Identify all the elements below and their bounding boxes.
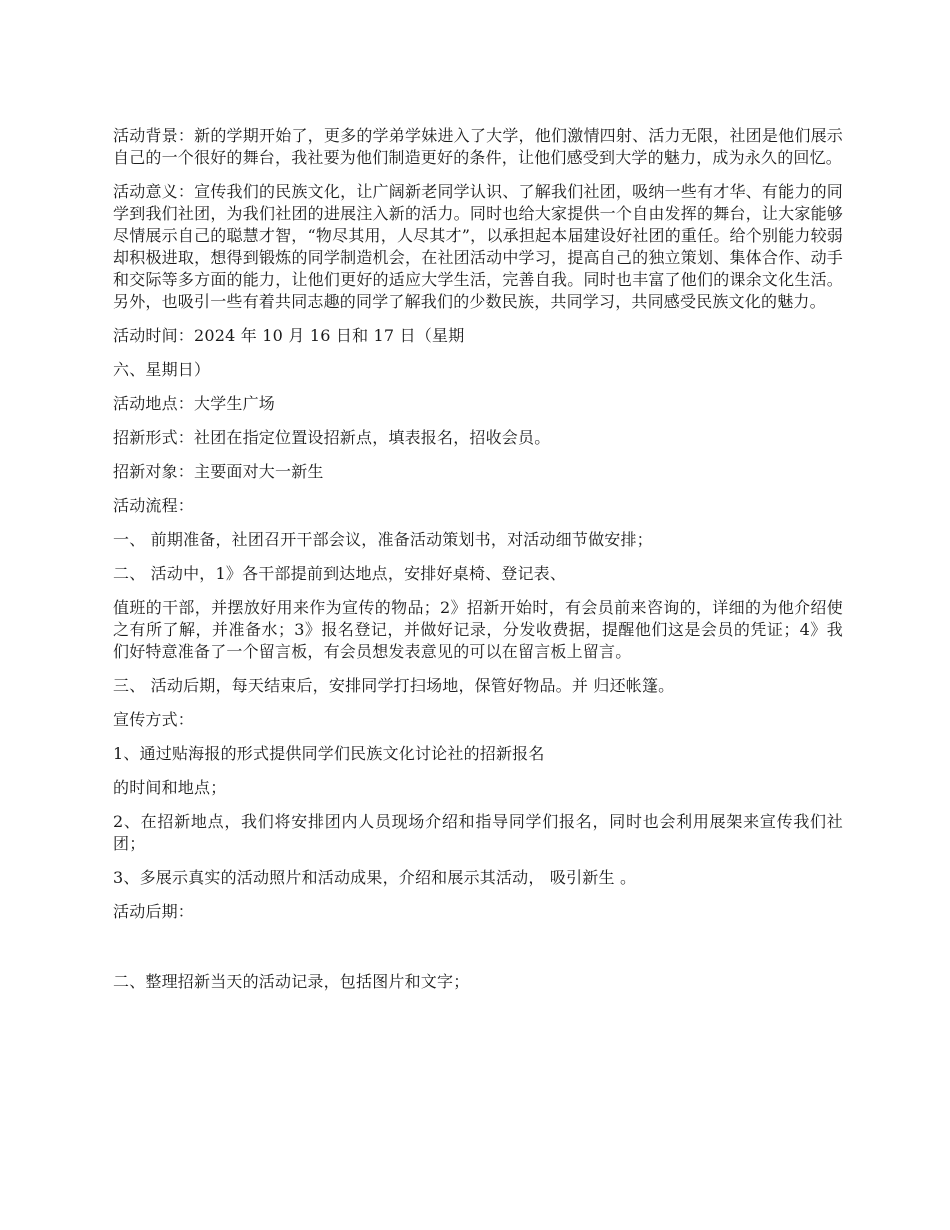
paragraph-significance: 活动意义：宣传我们的民族文化，让广阔新老同学认识、了解我们社团，吸纳一些有才华、有能力的同学到我们社团，为我们社团的进展注入新的活力。同时也给大家提供一个自由发挥的舞台，让大家能够尽情展示自己的聪慧才智，“物尽其用，人尽其才”，以承担起本届建设好社团的重任。给个别能力较弱却积极进取，想得到锻炼的同学制造机会，在社团活动中学习，提高自己的独立策划、集体合作、动手和交际等多方面的能力，让他们更好的适应大学生活，完善自我。同时也丰富了他们的课余文化生活。另外，也吸引一些有着共同志趣的同学了解我们的少数民族，共同学习，共同感受民族文化的魅力。: [113, 182, 843, 311]
paragraph-background: 活动背景：新的学期开始了，更多的学弟学妹进入了大学，他们激情四射、活力无限，社团是他们展示自己的一个很好的舞台，我社要为他们制造更好的条件，让他们感受到大学的魅力，成为永久的回忆。: [113, 126, 843, 167]
paragraph-recruit-target: 招新对象：主要面对大一新生: [113, 462, 324, 481]
paragraph-process-heading: 活动流程：: [113, 496, 195, 515]
paragraph-promotion-2: 2、在招新地点，我们将安排团内人员现场介绍和指导同学们报名，同时也会利用展架来宣传我们社团；: [113, 812, 843, 853]
paragraph-promotion-1-continued: 的时间和地点；: [113, 778, 227, 797]
paragraph-process-step-2: 二、 活动中，1》各干部提前到达地点，安排好桌椅、登记表、: [113, 564, 567, 583]
paragraph-recruit-form: 招新形式：社团在指定位置设招新点，填表报名，招收会员。: [113, 428, 551, 447]
paragraph-promotion-3: 3、多展示真实的活动照片和活动成果，介绍和展示其活动， 吸引新生 。: [113, 868, 637, 887]
paragraph-post-activity-heading: 活动后期：: [113, 902, 195, 921]
document-body: [113, 125, 843, 1005]
paragraph-promotion-heading: 宣传方式：: [113, 710, 195, 729]
paragraph-time-continued: 六、星期日）: [113, 360, 211, 379]
paragraph-process-step-3: 三、 活动后期，每天结束后，安排同学打扫场地，保管好物品。并 归还帐篷。: [113, 676, 675, 695]
paragraph-time: 活动时间：2024 年 10 月 16 日和 17 日（星期: [113, 326, 465, 345]
paragraph-process-step-1: 一、 前期准备，社团召开干部会议，准备活动策划书，对活动细节做安排；: [113, 530, 653, 549]
paragraph-promotion-1: 1、通过贴海报的形式提供同学们民族文化讨论社的招新报名: [113, 744, 545, 763]
paragraph-post-activity-2: 二、整理招新当天的活动记录，包括图片和文字；: [113, 972, 470, 991]
paragraph-location: 活动地点：大学生广场: [113, 394, 276, 413]
paragraph-process-step-2-details: 值班的干部，并摆放好用来作为宣传的物品；2》招新开始时，有会员前来咨询的，详细的为他介绍使之有所了解，并准备水；3》报名登记，并做好记录，分发收费据，提醒他们这是会员的凭证；4》我们好特意准备了一个留言板，有会员想发表意见的可以在留言板上留言。: [113, 598, 843, 661]
